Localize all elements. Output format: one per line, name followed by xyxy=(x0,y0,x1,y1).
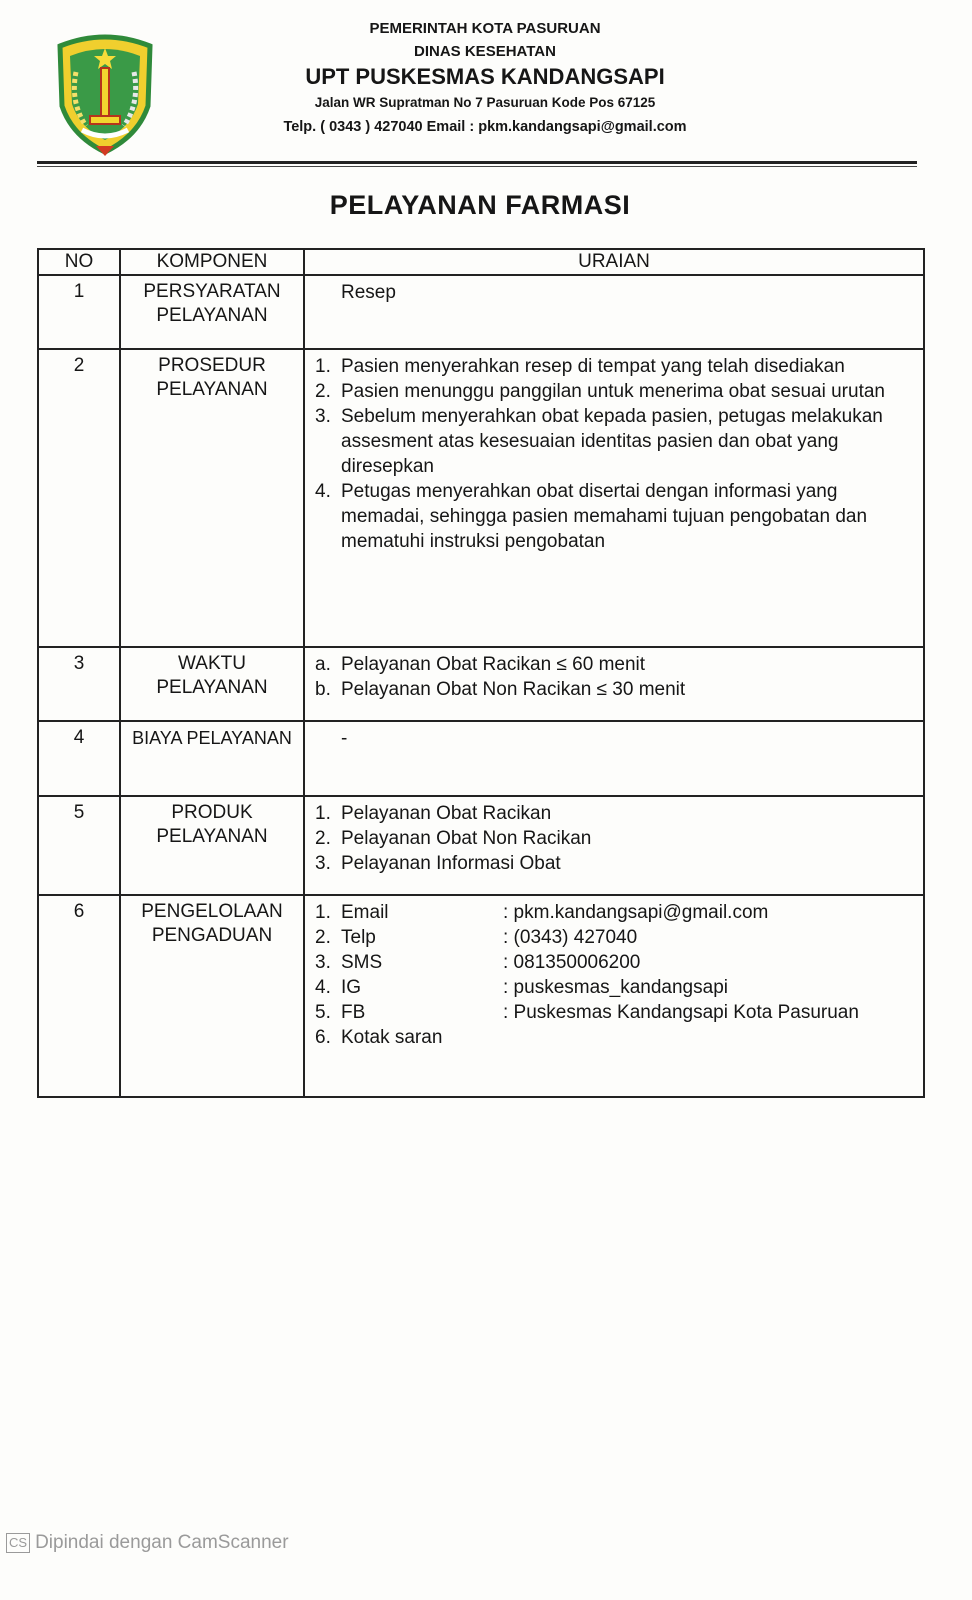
row-component: PENGELOLAAN PENGADUAN xyxy=(120,895,304,1097)
row-component: PRODUK PELAYANAN xyxy=(120,796,304,895)
table-row xyxy=(38,796,924,895)
product-list xyxy=(315,801,915,876)
row-description xyxy=(304,796,924,895)
row-description xyxy=(304,895,924,1097)
letterhead-rule-thin xyxy=(37,166,917,167)
document-title: PELAYANAN FARMASI xyxy=(329,190,631,220)
contact-item-email: 1. Email : pkm.kandangsapi@gmail.com xyxy=(315,902,769,923)
requirement-text: Resep xyxy=(341,282,396,303)
contact-item-telp: 2. Telp : (0343) 427040 xyxy=(315,927,638,948)
contact-item-fb: 5. FB : Puskesmas Kandangsapi Kota Pasuruan xyxy=(315,1002,859,1023)
row-number: 5 xyxy=(38,796,120,895)
row-description xyxy=(304,647,924,721)
letterhead-rule xyxy=(37,161,917,164)
row-description xyxy=(304,721,924,796)
list-item: 2. Pasien menunggu panggilan untuk menerima obat sesuai urutan xyxy=(315,381,885,402)
service-time-list xyxy=(315,652,915,702)
contact-item-kotak-saran: 6. Kotak saran xyxy=(315,1027,443,1048)
row-number: 4 xyxy=(38,721,120,796)
list-item: 2. Pelayanan Obat Non Racikan xyxy=(315,828,592,849)
table-row xyxy=(38,895,924,1097)
scanner-watermark xyxy=(6,1532,289,1554)
row-component: PERSYARATAN PELAYANAN xyxy=(120,275,304,349)
row-component: BIAYA PELAYANAN xyxy=(120,721,304,796)
row-number: 6 xyxy=(38,895,120,1097)
table-row xyxy=(38,349,924,647)
institution-address: Jalan WR Supratman No 7 Pasuruan Kode Pos 67125 xyxy=(314,95,656,110)
column-header-no: NO xyxy=(38,249,120,275)
row-component: WAKTU PELAYANAN xyxy=(120,647,304,721)
list-item: 3. Pelayanan Informasi Obat xyxy=(315,853,561,874)
list-item: 4. Petugas menyerahkan obat disertai dengan informasi yang memadai, sehingga pasien memahami tujuan pengobatan dan mematuhi instruksi pengobatan xyxy=(315,481,868,552)
contact-item-ig: 4. IG : puskesmas_kandangsapi xyxy=(315,977,728,998)
row-component: PROSEDUR PELAYANAN xyxy=(120,349,304,647)
list-item: a. Pelayanan Obat Racikan ≤ 60 menit xyxy=(315,654,646,675)
list-item: 3. Sebelum menyerahkan obat kepada pasien, petugas melakukan assesment atas kesesuaian identitas pasien dan obat yang diresepkan xyxy=(315,406,883,477)
fee-text: - xyxy=(341,728,348,749)
row-description xyxy=(304,275,924,349)
complaint-contact-list xyxy=(315,900,915,1050)
government-name: PEMERINTAH KOTA PASURUAN xyxy=(369,20,601,37)
contact-item-sms: 3. SMS : 081350006200 xyxy=(315,952,641,973)
list-item: 1. Pasien menyerahkan resep di tempat yang telah disediakan xyxy=(315,356,845,377)
row-number: 1 xyxy=(38,275,120,349)
column-header-uraian: URAIAN xyxy=(304,249,924,275)
service-table xyxy=(37,248,925,1098)
table-row xyxy=(38,721,924,796)
procedure-list xyxy=(315,354,915,554)
row-description xyxy=(304,349,924,647)
row-number: 3 xyxy=(38,647,120,721)
table-row xyxy=(38,275,924,349)
scanner-watermark-text: Dipindai dengan CamScanner xyxy=(35,1532,289,1553)
institution-contact: Telp. ( 0343 ) 427040 Email : pkm.kandangsapi@gmail.com xyxy=(283,119,687,135)
table-row xyxy=(38,647,924,721)
row-number: 2 xyxy=(38,349,120,647)
department-name: DINAS KESEHATAN xyxy=(414,43,556,60)
list-item: 1. Pelayanan Obat Racikan xyxy=(315,803,552,824)
column-header-komponen: KOMPONEN xyxy=(120,249,304,275)
institution-name: UPT PUSKESMAS KANDANGSAPI xyxy=(305,64,665,89)
table-header-row xyxy=(38,249,924,275)
camscanner-icon: CS xyxy=(6,1533,30,1553)
list-item: b. Pelayanan Obat Non Racikan ≤ 30 menit xyxy=(315,679,686,700)
city-emblem-logo xyxy=(52,32,158,158)
